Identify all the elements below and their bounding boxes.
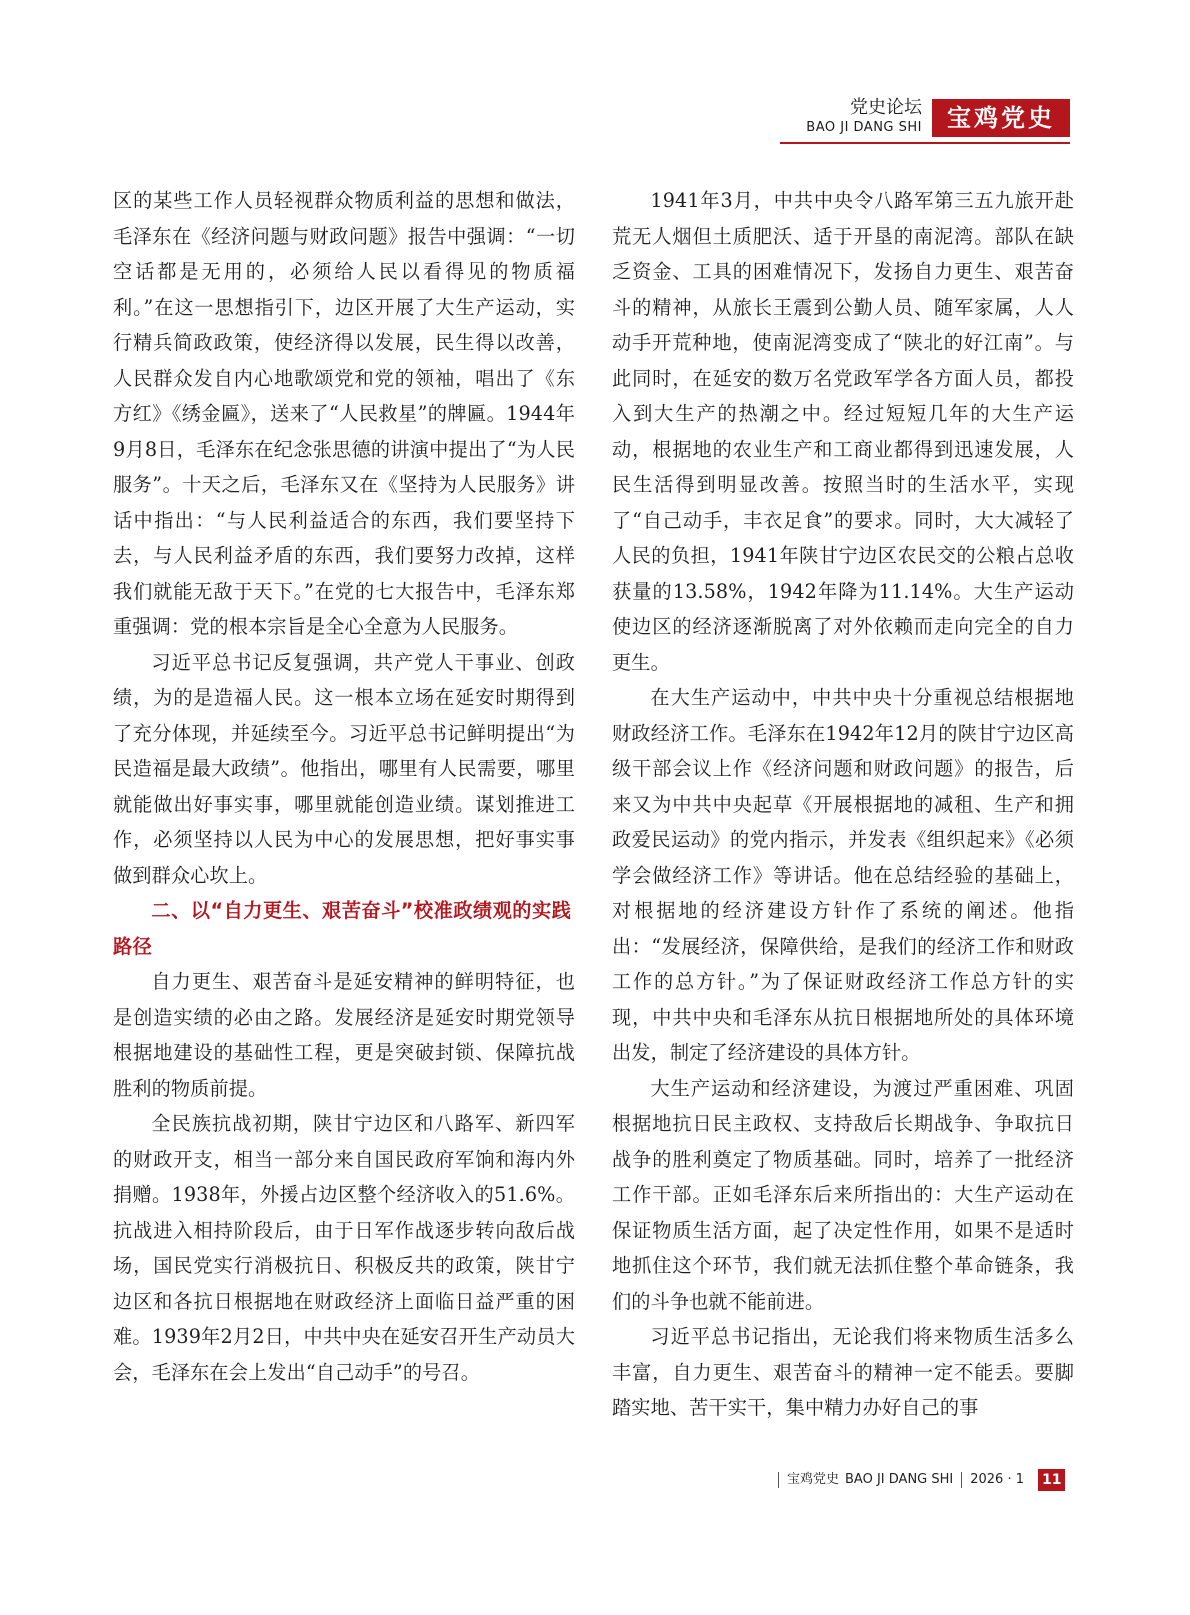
paragraph: 在大生产运动中，中共中央十分重视总结根据地财政经济工作。毛泽东在1942年12月的陕甘宁边区高级干部会议上作《经济问题和财政问题》的报告，后来又为中共中央起草《开展根据地的减租、生产和拥政爱民运动》的党内指示，并发表《组织起来》《必须学会做经济工作》等讲话。他在总结经验的基础上，对根据地的经济建设方针作了系统的阐述。他指出：“发展经济，保障供给，是我们的经济工作和财政工作的总方针。”为了保证财政经济工作总方针的实现，中共中央和毛泽东从抗日根据地所处的具体环境出发，制定了经济建设的具体方针。 xyxy=(612,686,1074,1064)
footer-journal-cn: 宝鸡党史 xyxy=(787,1472,840,1487)
section-title-en: BAO JI DANG SHI xyxy=(806,120,922,135)
paragraph: 习近平总书记指出，无论我们将来物质生活多么丰富，自力更生、艰苦奋斗的精神一定不能丢。要脚踏实地、苦干实干，集中精力办好自己的事 xyxy=(612,1325,1074,1419)
header-text xyxy=(806,97,922,137)
header-rule xyxy=(780,142,1070,144)
section-heading: 二、以“自力更生、艰苦奋斗”校准政绩观的实践路径 xyxy=(113,899,572,958)
right-column xyxy=(612,183,1074,1426)
section-title: 党史论坛 xyxy=(850,97,922,118)
footer-issue: 2026 · 1 xyxy=(970,1472,1024,1487)
page-footer xyxy=(770,1469,1065,1491)
left-column xyxy=(113,183,575,1390)
paragraph: 1941年3月，中共中央令八路军第三五九旅开赴荒无人烟但土质肥沃、适于开垦的南泥湾。部队在缺乏资金、工具的困难情况下，发扬自力更生、艰苦奋斗的精神，从旅长王震到公勤人员、随军家属，人人动手开荒种地，使南泥湾变成了“陕北的好江南”。与此同时，在延安的数万名党政军学各方面人员，都投入到大生产的热潮之中。经过短短几年的大生产运动，根据地的农业生产和工商业都得到迅速发展，人民生活得到明显改善。按照当时的生活水平，实现了“自己动手，丰衣足食”的要求。同时，大大减轻了人民的负担，1941年陕甘宁边区农民交的公粮占总收获量的13.58%，1942年降为11.14%。大生产运动使边区的经济逐渐脱离了对外依赖而走向完全的自力更生。 xyxy=(612,189,1074,674)
page-header xyxy=(780,97,1070,145)
paragraph: 大生产运动和经济建设，为渡过严重困难、巩固根据地抗日民主政权、支持敌后长期战争、争取抗日战争的胜利奠定了物质基础。同时，培养了一批经济工作干部。正如毛泽东后来所指出的：大生产运动在保证物质生活方面，起了决定性作用，如果不是适时地抓住这个环节，我们就无法抓住整个革命链条，我们的斗争也就不能前进。 xyxy=(612,1076,1074,1313)
paragraph: 自力更生、艰苦奋斗是延安精神的鲜明特征，也是创造实绩的必由之路。发展经济是延安时期党领导根据地建设的基础性工程，更是突破封锁、保障抗战胜利的物质前提。 xyxy=(113,970,575,1100)
page-number: 11 xyxy=(1038,1469,1065,1491)
journal-logo: 宝鸡党史 xyxy=(932,99,1070,137)
footer-journal-en: BAO JI DANG SHI xyxy=(845,1472,954,1487)
paragraph: 区的某些工作人员轻视群众物质利益的思想和做法，毛泽东在《经济问题与财政问题》报告中强调：“一切空话都是无用的，必须给人民以看得见的物质福利。”在这一思想指引下，边区开展了大生产运动，实行精兵简政政策，使经济得以发展，民生得以改善，人民群众发自内心地歌颂党和党的领袖，唱出了《东方红》《绣金匾》，送来了“人民救星”的牌匾。1944年9月8日，毛泽东在纪念张思德的讲演中提出了“为人民服务”。十天之后，毛泽东又在《坚持为人民服务》讲话中指出：“与人民利益适合的东西，我们要坚持下去，与人民利益矛盾的东西，我们要努力改掉，这样我们就能无敌于天下。”在党的七大报告中，毛泽东郑重强调：党的根本宗旨是全心全意为人民服务。 xyxy=(113,189,575,638)
footer-divider xyxy=(961,1472,962,1488)
paragraph: 全民族抗战初期，陕甘宁边区和八路军、新四军的财政开支，相当一部分来自国民政府军饷和海内外捐赠。1938年，外援占边区整个经济收入的51.6%。抗战进入相持阶段后，由于日军作战逐步转向敌后战场，国民党实行消极抗日、积极反共的政策，陕甘宁边区和各抗日根据地在财政经济上面临日益严重的困难。1939年2月2日，中共中央在延安召开生产动员大会，毛泽东在会上发出“自己动手”的号召。 xyxy=(113,1112,575,1384)
paragraph: 习近平总书记反复强调，共产党人干事业、创政绩，为的是造福人民。这一根本立场在延安时期得到了充分体现，并延续至今。习近平总书记鲜明提出“为民造福是最大政绩”。他指出，哪里有人民需要，哪里就能做出好事实事，哪里就能创造业绩。谋划推进工作，必须坚持以人民为中心的发展思想，把好事实事做到群众心坎上。 xyxy=(113,650,575,887)
footer-divider xyxy=(778,1472,779,1488)
